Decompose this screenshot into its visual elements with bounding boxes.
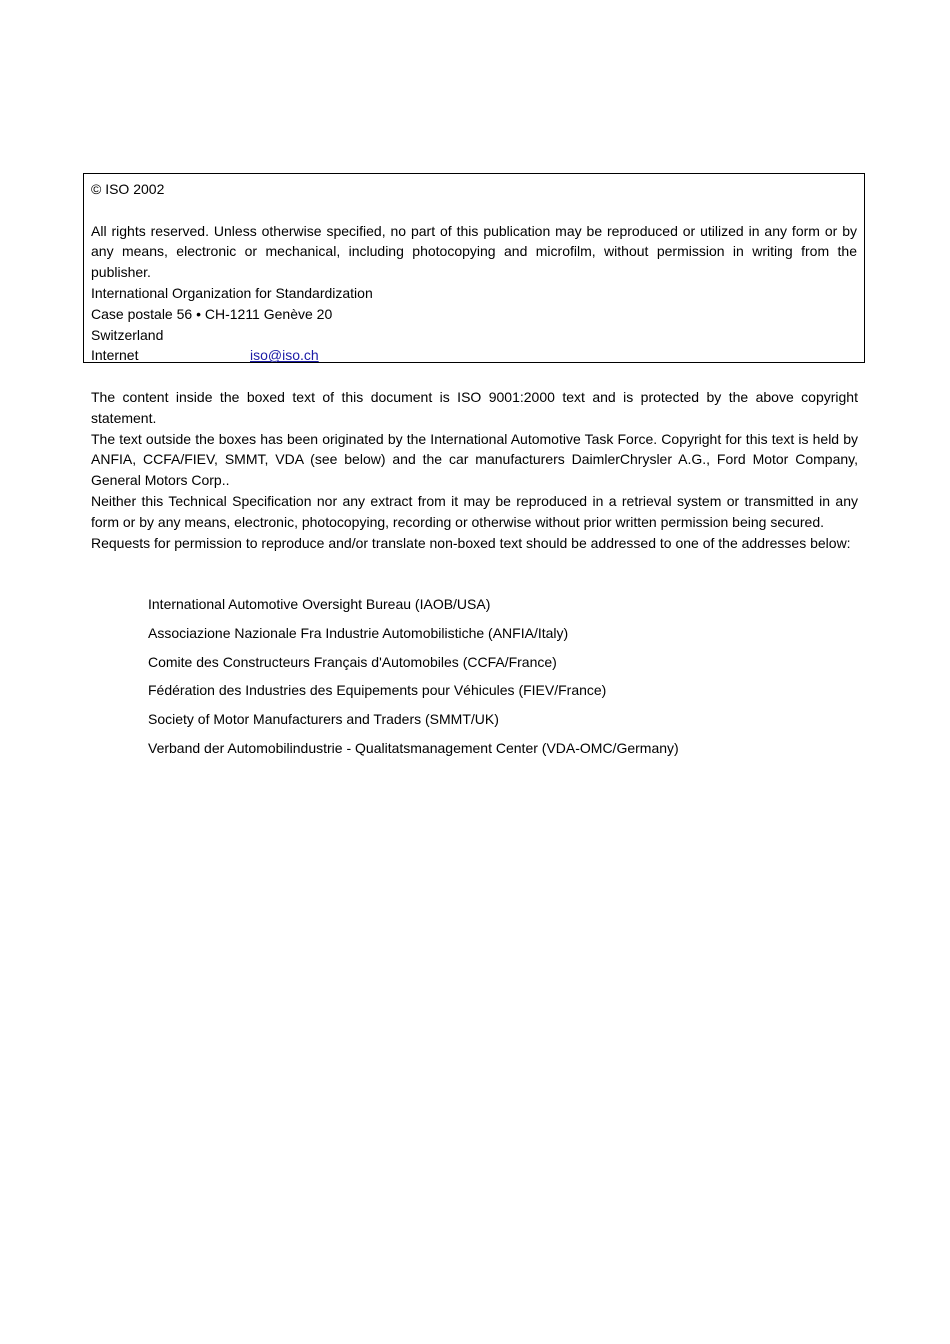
internet-label: Internet: [91, 347, 139, 364]
list-item: Comite des Constructeurs Français d'Automobiles (CCFA/France): [148, 653, 557, 670]
notice-paragraph: Requests for permission to reproduce and/or translate non-boxed text should be addressed to one of the addresses below:: [91, 534, 851, 551]
email-link[interactable]: iso@iso.ch: [250, 347, 319, 364]
copyright-notice: [91, 387, 858, 553]
internet-row: [91, 345, 857, 366]
rights-statement: All rights reserved. Unless otherwise specified, no part of this publication may be reproduced or utilized in any form or by any means, electronic or mechanical, including photocopying and microfilm, without permission in writing from the publisher.: [91, 222, 857, 281]
spacer: [91, 200, 857, 221]
organization-list: [148, 594, 679, 767]
list-item: Verband der Automobilindustrie - Qualitatsmanagement Center (VDA-OMC/Germany): [148, 739, 679, 756]
postal-address: Case postale 56 • CH-1211 Genève 20: [91, 305, 333, 322]
copyright-box: [83, 173, 865, 363]
notice-paragraph: The content inside the boxed text of this document is ISO 9001:2000 text and is protected by the above copyright statement.: [91, 389, 858, 426]
organization-name: International Organization for Standardization: [91, 284, 373, 301]
country: Switzerland: [91, 326, 164, 343]
list-item: Associazione Nazionale Fra Industrie Automobilistiche (ANFIA/Italy): [148, 624, 569, 641]
list-item: International Automotive Oversight Bureau (IAOB/USA): [148, 596, 491, 612]
copyright-line: © ISO 2002: [91, 181, 165, 197]
notice-paragraph: The text outside the boxes has been originated by the International Automotive Task Force. Copyright for this text is held by ANFIA, CCFA/FIEV, SMMT, VDA (see below) and the car manufacturers DaimlerChrysler A.G., Ford Motor Company, General Motors Corp..: [91, 430, 858, 489]
list-item: Society of Motor Manufacturers and Traders (SMMT/UK): [148, 711, 499, 728]
notice-paragraph: Neither this Technical Specification nor any extract from it may be reproduced in a retrieval system or transmitted in any form or by any means, electronic, photocopying, recording or otherwise without prior written permission being secured.: [91, 492, 858, 530]
list-item: Fédération des Industries des Equipements pour Véhicules (FIEV/France): [148, 682, 607, 699]
